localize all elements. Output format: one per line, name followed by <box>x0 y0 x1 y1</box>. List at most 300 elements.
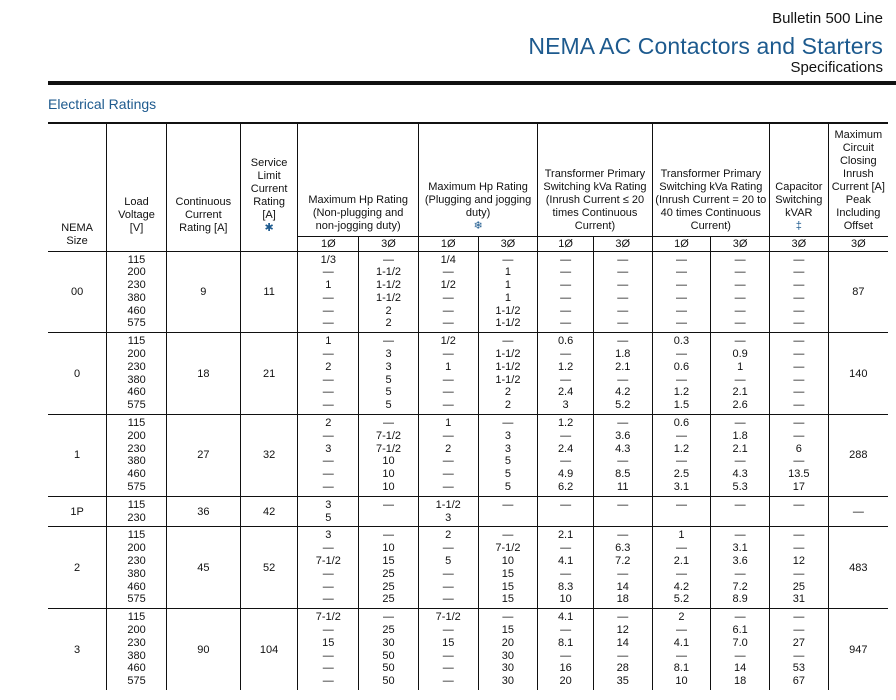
cell-value: 3 <box>504 442 511 455</box>
cell-value: 7-1/2 <box>315 611 341 624</box>
col-xfmr-40x-label: Transformer Primary Switching kVa Rating (Inrush Current = 20 to 40 times Continuous Current) <box>655 167 767 232</box>
cell-value: 3 <box>325 442 332 455</box>
cell-value: 2 <box>445 529 452 542</box>
cell-value: 1-1/2 <box>495 317 521 330</box>
cell-value: — <box>675 567 687 580</box>
rating-cell-hp3-np <box>359 251 419 333</box>
cell-value: 30 <box>501 662 515 675</box>
rating-cell-hp1-np <box>298 415 359 497</box>
load-voltage-cell <box>107 415 167 497</box>
service-limit-cell: 11 <box>240 251 298 333</box>
rating-cell-hp1-p <box>418 609 478 690</box>
rating-cell-x40-1 <box>652 609 711 690</box>
cell-value: 1-1/2 <box>495 373 521 386</box>
cell-value: 7-1/2 <box>375 442 402 455</box>
cell-value: 11 <box>617 481 629 494</box>
cell-value: 15 <box>501 580 515 593</box>
cell-value: 5.2 <box>673 593 690 606</box>
rating-cell-hp1-np <box>298 333 359 415</box>
cell-value: 30 <box>501 675 515 688</box>
cell-value: 115 <box>127 417 146 430</box>
cell-value: — <box>502 498 514 511</box>
cell-value: — <box>383 335 394 348</box>
cell-value: 2.1 <box>615 360 631 373</box>
cell-value: 2.1 <box>732 386 748 399</box>
cell-value: — <box>322 662 334 675</box>
rating-cell-hp3-np <box>359 415 419 497</box>
cell-value: — <box>617 335 629 348</box>
inrush-cell: 87 <box>828 251 888 333</box>
cell-value: 8.9 <box>732 593 748 606</box>
cell-value: — <box>617 611 629 624</box>
cell-value: — <box>734 317 746 330</box>
rating-cell-x20-3 <box>593 251 652 333</box>
rating-cell-x20-1 <box>538 609 594 690</box>
cell-value: 200 <box>127 266 146 279</box>
cell-value: — <box>793 291 805 304</box>
cell-value: 460 <box>127 468 146 481</box>
cell-value: 8.1 <box>557 636 574 649</box>
cell-value: 15 <box>501 593 515 606</box>
col-load-voltage <box>107 123 167 251</box>
inrush-cell: 140 <box>828 333 888 415</box>
cell-value: — <box>442 580 454 593</box>
cell-value: — <box>617 567 629 580</box>
cell-value: 1 <box>445 417 452 430</box>
rating-cell-x40-1 <box>652 333 711 415</box>
cell-value: — <box>734 611 746 624</box>
cell-value: 3 <box>385 360 392 373</box>
rating-cell-cap <box>769 415 828 497</box>
cell-value: — <box>442 542 454 555</box>
cell-value: 2.5 <box>673 468 690 481</box>
header-row <box>48 123 888 236</box>
cell-value: — <box>793 498 805 511</box>
cell-value: 14 <box>734 662 747 675</box>
rating-cell-hp1-np <box>298 609 359 690</box>
cell-value: — <box>383 417 394 430</box>
cell-value: 3 <box>504 429 511 442</box>
cell-value: 2 <box>504 386 511 399</box>
cell-value: 115 <box>127 335 146 348</box>
cell-value <box>594 512 652 525</box>
cell-value: — <box>617 373 629 386</box>
table-row <box>48 496 888 527</box>
rating-cell-hp3-p <box>478 251 538 333</box>
phase-3-label: 3Ø <box>593 236 652 251</box>
cell-value: — <box>322 624 334 637</box>
col-hp-plugging <box>418 123 537 236</box>
col-xfmr-20x <box>538 123 652 236</box>
phase-1-label: 1Ø <box>652 236 711 251</box>
rating-cell-x40-3 <box>711 415 770 497</box>
cell-value: 25 <box>382 624 395 637</box>
service-limit-cell: 52 <box>240 527 298 609</box>
phase-3-label: 3Ø <box>478 236 538 251</box>
cell-value: 27 <box>792 636 805 649</box>
cell-value: — <box>734 417 746 430</box>
cell-value: 575 <box>127 675 146 688</box>
cell-value: 115 <box>127 498 146 511</box>
cell-value: — <box>322 317 334 330</box>
cell-value: — <box>322 429 334 442</box>
rating-cell-hp1-p <box>418 251 478 333</box>
cell-value: 6.1 <box>732 624 748 637</box>
phase-1-label: 1Ø <box>298 236 359 251</box>
rating-cell-hp3-p <box>478 415 538 497</box>
cell-value: — <box>442 429 454 442</box>
cell-value: 1-1/2 <box>495 348 521 361</box>
rating-cell-hp1-p <box>418 415 478 497</box>
phase-3-label: 3Ø <box>769 236 828 251</box>
cell-value: — <box>617 529 629 542</box>
cell-value: 8.3 <box>557 580 574 593</box>
cell-value: 2 <box>504 399 511 412</box>
phase-3-label: 3Ø <box>711 236 770 251</box>
cell-value: 10 <box>382 542 395 555</box>
cell-value: — <box>442 481 454 494</box>
cell-value: — <box>560 348 572 361</box>
cell-value: 1-1/2 <box>495 360 521 373</box>
cell-value: 1 <box>504 291 511 304</box>
cell-value: — <box>734 253 746 266</box>
cell-value: 10 <box>382 455 395 468</box>
cell-value: 5.3 <box>732 481 748 494</box>
cell-value: — <box>675 279 687 292</box>
cell-value: — <box>617 498 629 511</box>
cell-value: 4.3 <box>615 442 631 455</box>
cell-value: — <box>793 611 805 624</box>
cell-value: 16 <box>559 662 572 675</box>
cell-value: — <box>560 317 572 330</box>
cell-value: 575 <box>127 593 146 606</box>
cell-value: — <box>322 675 334 688</box>
cell-value: — <box>442 675 454 688</box>
cell-value: — <box>442 386 454 399</box>
cell-value: — <box>617 649 629 662</box>
rating-cell-x40-3 <box>711 496 770 527</box>
rating-cell-hp3-p <box>478 333 538 415</box>
cell-value: 2.1 <box>557 529 574 542</box>
rating-cell-hp1-np <box>298 527 359 609</box>
cell-value: — <box>793 253 805 266</box>
cell-value: 3 <box>385 348 392 361</box>
cell-value: — <box>675 291 687 304</box>
cell-value: — <box>442 291 454 304</box>
cell-value: 380 <box>127 373 146 386</box>
rating-cell-x40-3 <box>711 333 770 415</box>
cell-value: 2 <box>325 360 332 373</box>
cell-value: 14 <box>616 636 629 649</box>
cell-value: 380 <box>127 291 146 304</box>
cell-value: 15 <box>322 636 335 649</box>
cell-value: 4.2 <box>615 386 631 399</box>
cell-value: — <box>793 348 805 361</box>
col-max-closing-label: Maximum Circuit Closing Inrush Current [A] Peak Including Offset <box>831 128 885 232</box>
cell-value: 0.6 <box>557 335 574 348</box>
cell-value: 2 <box>385 317 392 330</box>
cell-value: 1-1/2 <box>435 498 461 511</box>
rating-cell-cap <box>769 251 828 333</box>
cell-value: 30 <box>382 636 395 649</box>
cell-value: — <box>734 455 746 468</box>
continuous-current-cell: 27 <box>166 415 240 497</box>
cell-value: 230 <box>127 636 146 649</box>
cell-value: 3.1 <box>732 542 748 555</box>
cell-value: 4.2 <box>673 580 690 593</box>
cell-value: — <box>734 279 746 292</box>
rating-cell-x20-3 <box>593 333 652 415</box>
cell-value: 6.2 <box>557 481 574 494</box>
cell-value <box>479 512 538 525</box>
cell-value: — <box>322 304 334 317</box>
cell-value: 18 <box>734 675 747 688</box>
cell-value: 1-1/2 <box>375 266 402 279</box>
cell-value: 8.1 <box>673 662 690 675</box>
cell-value: 2 <box>445 442 452 455</box>
rating-cell-x40-3 <box>711 609 770 690</box>
cell-value: — <box>383 253 394 266</box>
col-hp-nonplugging-label: Maximum Hp Rating (Non-plugging and non-jogging duty) <box>308 193 408 232</box>
cell-value: — <box>793 399 805 412</box>
cell-value: 5 <box>504 455 511 468</box>
cell-value: — <box>442 317 454 330</box>
cell-value: 12 <box>792 555 805 568</box>
cell-value: 3.6 <box>732 555 748 568</box>
service-limit-footnote-mark: ✱ <box>264 221 274 234</box>
cell-value: — <box>675 649 687 662</box>
cell-value: 25 <box>792 580 805 593</box>
cell-value: — <box>793 317 805 330</box>
cell-value: 30 <box>501 649 515 662</box>
table-row <box>48 415 888 497</box>
cell-value: — <box>734 649 746 662</box>
cell-value: 1-1/2 <box>375 279 402 292</box>
load-voltage-cell <box>107 609 167 690</box>
cell-value: — <box>793 304 805 317</box>
table-row <box>48 609 888 690</box>
load-voltage-cell <box>107 527 167 609</box>
cell-value: — <box>560 266 572 279</box>
cell-value: 5 <box>504 468 511 481</box>
cell-value: 15 <box>501 624 515 637</box>
cell-value: 1/3 <box>320 253 336 266</box>
cell-value: 115 <box>127 529 146 542</box>
cell-value: 0.3 <box>673 335 690 348</box>
cell-value: 2.4 <box>557 386 574 399</box>
cell-value: 1/4 <box>440 253 456 266</box>
phase-1-label: 1Ø <box>538 236 594 251</box>
cell-value: — <box>793 386 805 399</box>
cell-value: — <box>322 593 334 606</box>
cell-value: 1.2 <box>557 417 574 430</box>
cell-value: — <box>793 567 805 580</box>
cell-value: 2.6 <box>732 399 748 412</box>
cell-value: — <box>734 304 746 317</box>
service-limit-cell: 21 <box>240 333 298 415</box>
rating-cell-hp1-p <box>418 496 478 527</box>
cell-value: 4.1 <box>673 636 690 649</box>
cell-value: 7-1/2 <box>315 555 341 568</box>
inrush-cell: 947 <box>828 609 888 690</box>
cell-value: 13.5 <box>788 468 810 481</box>
col-xfmr-20x-label: Transformer Primary Switching kVa Rating (Inrush Current ≤ 20 times Continuous Current) <box>543 167 647 232</box>
cell-value: 1 <box>504 279 511 292</box>
cell-value: 2 <box>325 417 332 430</box>
cell-value: 0.9 <box>732 348 748 361</box>
cell-value: 5 <box>385 386 392 399</box>
cell-value: 230 <box>127 555 146 568</box>
rating-cell-x40-1 <box>652 415 711 497</box>
phase-3-label: 3Ø <box>359 236 419 251</box>
cell-value: — <box>383 498 394 511</box>
col-capacitor-label: Capacitor Switching kVAR <box>775 180 823 219</box>
cell-value: 1 <box>737 360 744 373</box>
cell-value: — <box>560 649 572 662</box>
col-service-limit-label: Service Limit Current Rating [A] <box>250 156 288 221</box>
cell-value <box>538 512 593 525</box>
capacitor-footnote-mark: ‡ <box>795 219 802 232</box>
cell-value: — <box>322 455 334 468</box>
col-hp-nonplugging <box>298 123 418 236</box>
cell-value: 575 <box>127 317 146 330</box>
cell-value: — <box>560 304 572 317</box>
rating-cell-cap <box>769 333 828 415</box>
header-rule <box>48 81 896 85</box>
rating-cell-cap <box>769 609 828 690</box>
cell-value: 1 <box>678 529 685 542</box>
nema-size-cell: 0 <box>48 333 107 415</box>
cell-value: — <box>560 455 572 468</box>
cell-value: 3.6 <box>615 429 631 442</box>
cell-value: — <box>322 567 334 580</box>
rating-cell-x20-3 <box>593 415 652 497</box>
cell-value: 1 <box>325 335 332 348</box>
cell-value: — <box>322 348 334 361</box>
cell-value: — <box>734 266 746 279</box>
cell-value: — <box>793 417 805 430</box>
cell-value: 1 <box>504 266 511 279</box>
load-voltage-cell <box>107 333 167 415</box>
cell-value: — <box>442 266 454 279</box>
cell-value: 1/2 <box>440 279 456 292</box>
rating-cell-x20-3 <box>593 496 652 527</box>
cell-value: — <box>442 649 454 662</box>
page-title: NEMA AC Contactors and Starters <box>528 33 883 59</box>
cell-value: 15 <box>501 567 515 580</box>
cell-value: — <box>560 373 572 386</box>
cell-value: — <box>734 291 746 304</box>
electrical-ratings-table <box>48 122 888 690</box>
phase-1-label: 1Ø <box>418 236 478 251</box>
cell-value: — <box>734 529 746 542</box>
col-capacitor <box>769 123 828 236</box>
cell-value: 6 <box>795 442 802 455</box>
rating-cell-cap <box>769 527 828 609</box>
bulletin-label: Bulletin 500 Line <box>772 10 883 27</box>
table-row <box>48 333 888 415</box>
cell-value: — <box>793 335 805 348</box>
cell-value: — <box>502 253 514 266</box>
cell-value: — <box>793 542 805 555</box>
cell-value: 460 <box>127 580 146 593</box>
cell-value: 200 <box>127 429 146 442</box>
cell-value: — <box>560 542 572 555</box>
cell-value: — <box>675 624 687 637</box>
cell-value: 14 <box>616 580 629 593</box>
cell-value: 53 <box>792 662 805 675</box>
table-row <box>48 527 888 609</box>
cell-value: 2.1 <box>673 555 690 568</box>
cell-value: — <box>675 304 687 317</box>
cell-value: — <box>675 542 687 555</box>
cell-value: 7.2 <box>732 580 748 593</box>
cell-value: — <box>322 399 334 412</box>
cell-value: 200 <box>127 348 146 361</box>
rating-cell-x20-1 <box>538 496 594 527</box>
cell-value: 115 <box>127 611 146 624</box>
cell-value: 25 <box>382 593 395 606</box>
cell-value: — <box>793 373 805 386</box>
cell-value: 5 <box>385 399 392 412</box>
rating-cell-hp3-p <box>478 609 538 690</box>
cell-value: — <box>383 529 394 542</box>
nema-size-cell: 2 <box>48 527 107 609</box>
cell-value: — <box>793 266 805 279</box>
cell-value: — <box>502 417 514 430</box>
cell-value: 1.5 <box>673 399 690 412</box>
cell-value: — <box>617 455 629 468</box>
cell-value: — <box>617 291 629 304</box>
col-continuous-current <box>166 123 240 251</box>
cell-value: — <box>617 317 629 330</box>
cell-value: 15 <box>382 555 395 568</box>
col-nema-size-label: NEMA Size <box>61 221 93 247</box>
cell-value: 50 <box>382 675 395 688</box>
service-limit-cell: 32 <box>240 415 298 497</box>
cell-value: — <box>442 567 454 580</box>
cell-value: 1.8 <box>732 429 748 442</box>
cell-value: — <box>675 429 687 442</box>
cell-value: — <box>734 567 746 580</box>
cell-value: — <box>617 253 629 266</box>
cell-value <box>770 512 828 525</box>
cell-value: — <box>322 542 334 555</box>
cell-value: 2.1 <box>732 442 748 455</box>
page-subtitle: Specifications <box>790 59 883 76</box>
cell-value: 50 <box>382 662 395 675</box>
nema-size-cell: 00 <box>48 251 107 333</box>
cell-value: 380 <box>127 567 146 580</box>
rating-cell-hp3-np <box>359 609 419 690</box>
rating-cell-x40-3 <box>711 527 770 609</box>
cell-value: — <box>793 360 805 373</box>
cell-value: — <box>560 253 572 266</box>
cell-value: — <box>442 624 454 637</box>
cell-value: 5 <box>325 511 332 524</box>
cell-value: — <box>675 373 687 386</box>
continuous-current-cell: 90 <box>166 609 240 690</box>
cell-value: 10 <box>501 555 515 568</box>
cell-value: — <box>560 624 572 637</box>
cell-value: 1 <box>325 279 332 292</box>
cell-value: — <box>734 373 746 386</box>
cell-value: 4.3 <box>732 468 748 481</box>
cell-value: 3 <box>445 511 452 524</box>
cell-value: — <box>560 567 572 580</box>
cell-value <box>359 512 418 525</box>
nema-size-cell: 1 <box>48 415 107 497</box>
